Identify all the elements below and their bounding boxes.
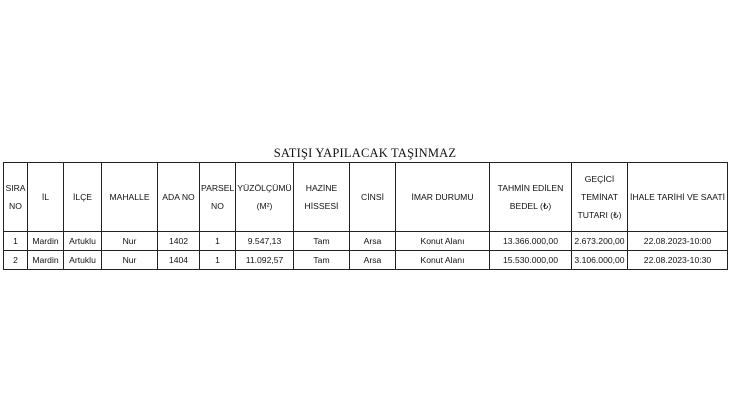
property-table (3, 162, 728, 270)
cell-tahmin-edilen-bedel: 15.530.000,00 (490, 251, 572, 270)
header-yuzolcumu: YÜZÖLÇÜMÜ (M²) (236, 163, 294, 232)
cell-tahmin-edilen-bedel: 13.366.000,00 (490, 232, 572, 251)
cell-ilce: Artuklu (64, 232, 102, 251)
cell-gecici-teminat: 2.673.200,00 (572, 232, 628, 251)
cell-ihale-tarihi: 22.08.2023-10:30 (628, 251, 728, 270)
cell-gecici-teminat: 3.106.000,00 (572, 251, 628, 270)
cell-cinsi: Arsa (350, 232, 396, 251)
header-tahmin-edilen-bedel: TAHMİN EDİLEN BEDEL (₺) (490, 163, 572, 232)
cell-cinsi: Arsa (350, 251, 396, 270)
cell-sira-no: 1 (4, 232, 28, 251)
cell-sira-no: 2 (4, 251, 28, 270)
cell-mahalle: Nur (102, 232, 158, 251)
cell-imar-durumu: Konut Alanı (396, 251, 490, 270)
cell-parsel-no: 1 (200, 232, 236, 251)
cell-il: Mardin (28, 251, 64, 270)
header-parsel-no: PARSEL NO (200, 163, 236, 232)
header-ihale-tarihi: İHALE TARİHİ VE SAATİ (628, 163, 728, 232)
cell-hazine-hissesi: Tam (294, 251, 350, 270)
header-ilce: İLÇE (64, 163, 102, 232)
table-row (4, 232, 728, 251)
header-ada-no: ADA NO (158, 163, 200, 232)
table-header-row (4, 163, 728, 232)
header-mahalle: MAHALLE (102, 163, 158, 232)
header-il: İL (28, 163, 64, 232)
cell-yuzolcumu: 11.092,57 (236, 251, 294, 270)
cell-hazine-hissesi: Tam (294, 232, 350, 251)
cell-ihale-tarihi: 22.08.2023-10:00 (628, 232, 728, 251)
table-row (4, 251, 728, 270)
cell-mahalle: Nur (102, 251, 158, 270)
header-hazine-hissesi: HAZİNE HİSSESİ (294, 163, 350, 232)
header-sira-no: SIRA NO (4, 163, 28, 232)
cell-ada-no: 1404 (158, 251, 200, 270)
header-cinsi: CİNSİ (350, 163, 396, 232)
header-gecici-teminat: GEÇİCİ TEMİNAT TUTARI (₺) (572, 163, 628, 232)
document-title: SATIŞI YAPILACAK TAŞINMAZ (273, 146, 457, 160)
cell-yuzolcumu: 9.547,13 (236, 232, 294, 251)
cell-ilce: Artuklu (64, 251, 102, 270)
cell-parsel-no: 1 (200, 251, 236, 270)
cell-ada-no: 1402 (158, 232, 200, 251)
cell-imar-durumu: Konut Alanı (396, 232, 490, 251)
header-imar-durumu: İMAR DURUMU (396, 163, 490, 232)
cell-il: Mardin (28, 232, 64, 251)
